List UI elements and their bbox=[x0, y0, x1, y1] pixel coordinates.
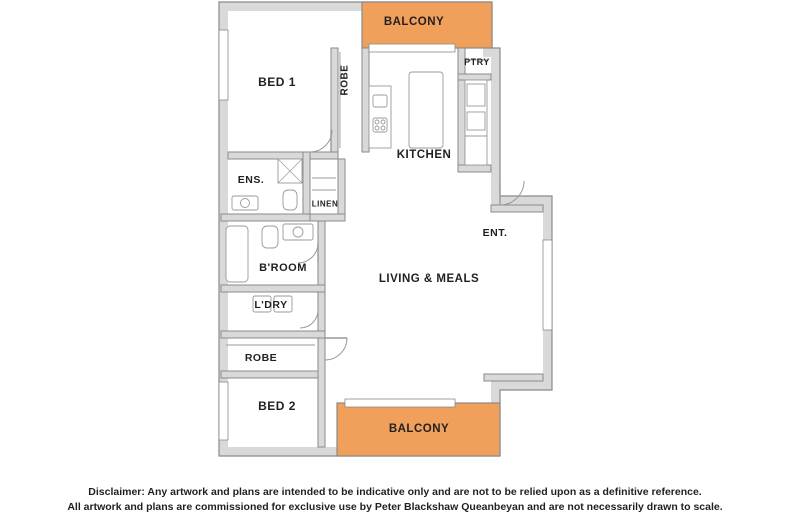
wall-linen-bottom bbox=[310, 214, 345, 221]
oven bbox=[467, 112, 485, 130]
cooktop-burner-4 bbox=[381, 126, 385, 130]
wall-bathroom-right bbox=[318, 221, 325, 290]
balcony-top-area bbox=[362, 2, 492, 48]
laundry-tub bbox=[253, 296, 271, 312]
room-label-entry: ENT. bbox=[482, 227, 508, 239]
room-label-laundry: L'DRY bbox=[254, 299, 288, 311]
room-label-robe-2: ROBE bbox=[244, 352, 278, 364]
room-label-bathroom: B'ROOM bbox=[259, 262, 307, 274]
wall-ens-bottom bbox=[221, 214, 310, 221]
wall-robe2-bottom bbox=[221, 371, 325, 378]
fridge bbox=[467, 84, 485, 106]
wall-laundry-right bbox=[318, 292, 325, 337]
wall-robe-kitchen bbox=[362, 48, 369, 152]
wall-kitchen-right bbox=[458, 80, 465, 172]
wall-pantry-bottom bbox=[458, 74, 491, 80]
disclaimer bbox=[0, 485, 790, 515]
ensuite-wc bbox=[283, 190, 297, 210]
window-living-right bbox=[543, 240, 552, 330]
ensuite-basin bbox=[241, 199, 250, 208]
wall-entry-nib bbox=[491, 205, 543, 212]
room-label-ensuite: ENS. bbox=[237, 174, 265, 186]
sliding-door-balcony-bottom bbox=[345, 399, 455, 407]
kitchen-island bbox=[409, 72, 443, 148]
room-label-bed-2: BED 2 bbox=[258, 399, 296, 413]
wall-bathroom-bottom bbox=[221, 285, 325, 292]
window-bed2-left bbox=[219, 382, 228, 440]
wall-living-nib bbox=[484, 374, 543, 381]
wall-bed2-right bbox=[318, 338, 325, 447]
bathroom-basin bbox=[293, 227, 303, 237]
room-label-robe-1: ROBE bbox=[339, 64, 351, 96]
bathroom-wc bbox=[262, 226, 278, 248]
cooktop-burner-1 bbox=[375, 120, 379, 124]
kitchen-cooktop bbox=[373, 118, 387, 132]
room-label-balcony-top: BALCONY bbox=[383, 16, 445, 28]
kitchen-sink bbox=[373, 95, 387, 107]
washing-machine bbox=[274, 296, 292, 312]
wall-pantry-left bbox=[458, 48, 465, 74]
wall-linen-right bbox=[338, 159, 345, 221]
wall-bed1-bottom bbox=[228, 152, 338, 159]
bath-tub bbox=[226, 226, 248, 282]
room-label-living-meals: LIVING & MEALS bbox=[378, 273, 480, 285]
room-label-kitchen: KITCHEN bbox=[396, 149, 452, 161]
wall-ens-right bbox=[303, 152, 310, 220]
disclaimer-line-2: All artwork and plans are commissioned for exclusive use by Peter Blackshaw Queanbeyan and are not necessarily drawn to scale. bbox=[67, 500, 723, 513]
disclaimer-line-1: Disclaimer: Any artwork and plans are intended to be indicative only and are not to be relied upon as a definitive reference. bbox=[88, 485, 702, 498]
wall-kitchen-bottom bbox=[458, 165, 491, 172]
room-label-linen: LINEN bbox=[311, 199, 339, 209]
cooktop-burner-2 bbox=[381, 120, 385, 124]
room-label-balcony-bottom: BALCONY bbox=[388, 423, 450, 435]
sliding-door-balcony-top bbox=[369, 44, 455, 52]
window-bed1-left bbox=[219, 30, 228, 100]
wall-bed1-robe bbox=[331, 48, 338, 152]
room-label-bed-1: BED 1 bbox=[258, 75, 296, 89]
wall-laundry-bottom bbox=[221, 331, 325, 338]
room-label-pantry: PTRY bbox=[464, 57, 490, 67]
balcony-bottom-area bbox=[337, 403, 500, 456]
cooktop-burner-3 bbox=[375, 126, 379, 130]
